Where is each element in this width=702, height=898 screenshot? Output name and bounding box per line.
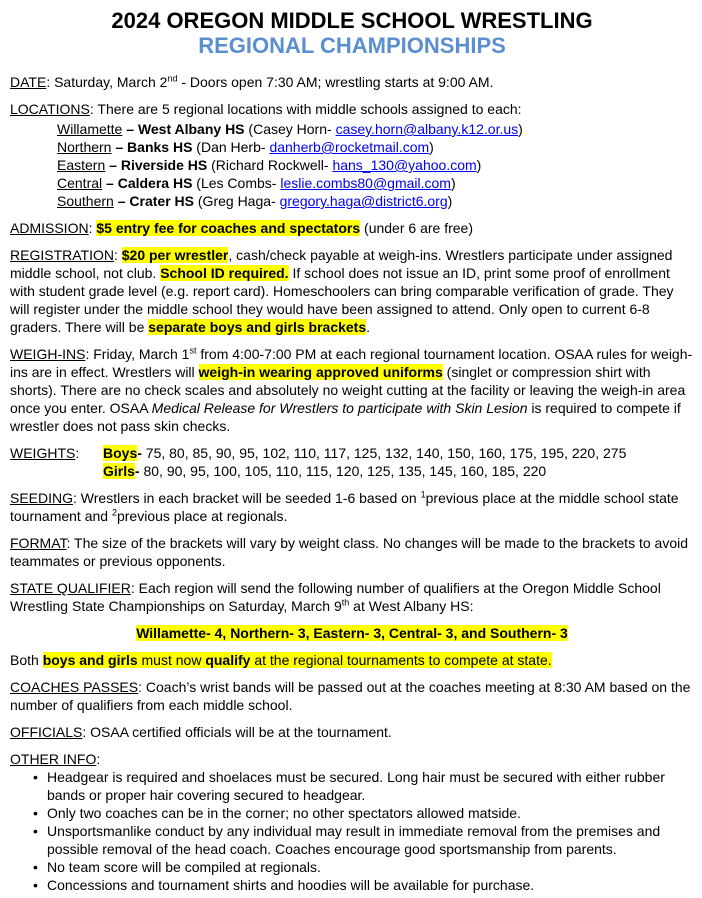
region-dash: – <box>113 193 130 209</box>
state-qualifier-ordinal-superscript: th <box>341 597 350 608</box>
bullet-unsportsmanlike <box>30 822 694 858</box>
location-item-northern <box>57 138 694 156</box>
boys-dash: - <box>137 445 142 461</box>
weighins-label: WEIGH-INS <box>10 346 86 362</box>
registration-text-1: , cash/check payable at weigh-ins. Wrestlers participate under assigned middle school, not club. <box>10 247 673 281</box>
admission-free-note: (under 6 are free) <box>360 220 473 236</box>
date-label: DATE <box>10 74 47 90</box>
qualify-note-middle: must now <box>137 652 206 668</box>
seeding-text-2: previous place at the middle school state tournament and <box>10 490 679 524</box>
section-weighins <box>10 345 694 435</box>
section-seeding <box>10 489 694 525</box>
other-info-bullet-list <box>30 768 694 894</box>
location-item-southern <box>57 192 694 210</box>
format-label: FORMAT <box>10 535 67 551</box>
weighins-text-1: : Friday, March 1 <box>85 346 190 362</box>
bullet-no-team-score <box>30 858 694 876</box>
school-name: Crater HS <box>129 193 194 209</box>
region-dash: – <box>102 175 118 191</box>
section-other-info <box>10 750 694 768</box>
other-info-label: OTHER INFO <box>10 751 97 767</box>
girls-dash: - <box>134 463 140 479</box>
contact-name: (Casey Horn- <box>244 121 336 137</box>
medical-release-italic: Medical Release for Wrestlers to participate with Skin Lesion <box>151 400 528 416</box>
school-name: Riverside HS <box>120 157 208 173</box>
coaches-passes-label: COACHES PASSES <box>10 679 139 695</box>
section-state-qualifier <box>10 579 694 615</box>
region-dash: – <box>105 157 121 173</box>
email-link-northern[interactable]: danherb@rocketmail.com <box>269 139 430 155</box>
bullet-text: Unsportsmanlike conduct by any individual may result in immediate removal from the premises and possible removal of the head coach. Coaches encourage good sportsmanship from parents. <box>47 823 661 857</box>
location-item-central <box>57 174 694 192</box>
locations-label: LOCATIONS <box>10 101 90 117</box>
contact-name: (Dan Herb- <box>192 139 270 155</box>
state-qualifier-text-1: : Each region will send the following number of qualifiers at the Oregon Middle School Wrestling State Championships on Saturday, March 9 <box>10 580 661 614</box>
email-link-willamette[interactable]: casey.horn@albany.k12.or.us <box>335 121 519 137</box>
bullet-text: No team score will be compiled at regionals. <box>47 859 321 875</box>
weights-values-cell <box>103 444 626 480</box>
section-format <box>10 534 694 570</box>
qualify-highlight: qualify <box>205 652 251 668</box>
admission-label: ADMISSION <box>10 220 89 236</box>
weights-label: WEIGHTS <box>10 445 76 461</box>
weighins-text-3: (singlet or compression shirt with shorts). There are no check scales and absolutely no weight cutting at the facility or leaving the weigh-in area once you enter. OSAA <box>10 364 686 416</box>
contact-close: ) <box>518 121 523 137</box>
weighins-ordinal-superscript: st <box>189 345 197 356</box>
admission-fee-highlight: $5 entry fee for coaches and spectators <box>96 220 361 236</box>
registration-label: REGISTRATION <box>10 247 114 263</box>
contact-name: (Greg Haga- <box>194 193 280 209</box>
qualifier-allocation-highlight: Willamette- 4, Northern- 3, Eastern- 3, Central- 3, and Southern- 3 <box>136 625 568 641</box>
girls-weights-row <box>103 462 626 480</box>
school-name: Banks HS <box>127 139 193 155</box>
weighins-text-4: is required to compete if wrestler does not pass skin checks. <box>10 400 681 434</box>
weights-colon: : <box>75 445 80 461</box>
school-id-highlight: School ID required. <box>160 265 289 281</box>
bullet-coaches-corner <box>30 804 694 822</box>
region-name: Eastern <box>57 157 106 173</box>
section-admission <box>10 219 694 237</box>
date-text-cont: - Doors open 7:30 AM; wrestling starts at 9:00 AM. <box>177 74 494 90</box>
seeding-text-3: previous place at regionals. <box>116 508 288 524</box>
date-text: : Saturday, March 2 <box>46 74 168 90</box>
admission-colon: : <box>88 220 97 236</box>
section-locations-intro <box>10 100 694 118</box>
coaches-passes-text: : Coach’s wrist bands will be passed out at the coaches meeting at 8:30 AM based on the number of qualifiers from each middle school. <box>10 679 691 713</box>
state-qualifier-text-2: at West Albany HS: <box>349 598 474 614</box>
girls-weight-classes: 80, 90, 95, 100, 105, 110, 115, 120, 125, 135, 145, 160, 185, 220 <box>139 463 547 479</box>
section-officials <box>10 723 694 741</box>
school-name: Caldera HS <box>117 175 193 191</box>
location-item-eastern <box>57 156 694 174</box>
section-weights <box>10 444 694 480</box>
registration-text-3: . <box>366 319 371 335</box>
uniforms-highlight: weigh-in wearing approved uniforms <box>198 364 443 380</box>
qualify-note-prefix: Both <box>10 652 43 668</box>
page-title: 2024 OREGON MIDDLE SCHOOL WRESTLING <box>111 8 593 33</box>
boys-weight-classes: 75, 80, 85, 90, 95, 102, 110, 117, 125, 132, 140, 150, 160, 175, 195, 220, 275 <box>141 445 627 461</box>
bullet-headgear <box>30 768 694 804</box>
seeding-text-1: : Wrestlers in each bracket will be seeded 1-6 based on <box>73 490 421 506</box>
officials-text: : OSAA certified officials will be at the tournament. <box>82 724 392 740</box>
contact-name: (Richard Rockwell- <box>207 157 333 173</box>
boys-weights-row <box>103 444 626 462</box>
contact-close: ) <box>476 157 482 173</box>
locations-list <box>57 120 694 210</box>
contact-close: ) <box>450 175 456 191</box>
region-name: Willamette <box>57 121 123 137</box>
section-date <box>10 73 694 91</box>
boys-label: Boys <box>103 445 138 461</box>
contact-close: ) <box>429 139 434 155</box>
email-link-southern[interactable]: gregory.haga@district6.org <box>279 193 448 209</box>
other-info-colon: : <box>96 751 101 767</box>
region-name: Southern <box>57 193 114 209</box>
boys-girls-highlight: boys and girls <box>42 652 138 668</box>
email-link-eastern[interactable]: hans_130@yahoo.com <box>332 157 477 173</box>
region-dash: – <box>111 139 128 155</box>
bullet-text: Only two coaches can be in the corner; no other spectators allowed matside. <box>47 805 521 821</box>
seeding-label: SEEDING <box>10 490 74 506</box>
registration-colon: : <box>113 247 122 263</box>
contact-name: (Les Combs- <box>192 175 281 191</box>
officials-label: OFFICIALS <box>10 724 83 740</box>
section-coaches-passes <box>10 678 694 714</box>
page-subtitle: REGIONAL CHAMPIONSHIPS <box>198 33 506 58</box>
bullet-text: Concessions and tournament shirts and hoodies will be available for purchase. <box>47 877 535 893</box>
region-dash: – <box>122 121 138 137</box>
locations-intro-text: : There are 5 regional locations with middle schools assigned to each: <box>89 101 522 117</box>
email-link-central[interactable]: leslie.combs80@gmail.com <box>280 175 451 191</box>
region-name: Northern <box>57 139 112 155</box>
qualify-note-suffix: at the regional tournaments to compete at state. <box>250 652 552 668</box>
state-qualifier-label: STATE QUALIFIER <box>10 580 131 596</box>
registration-text-2: If school does not issue an ID, print some proof of enrollment with student grade level (e.g. report card). Homeschoolers can bring comparable verification of grade. They will register under the middle school they would have been assigned to attend. Only open to current 6-8 graders. There will be <box>10 265 674 335</box>
qualifier-allocation-line <box>10 624 694 642</box>
bullet-text: Headgear is required and shoelaces must be secured. Long hair must be secured with either rubber bands or proper hair covering secured to headgear. <box>47 769 665 803</box>
contact-close: ) <box>447 193 453 209</box>
section-registration <box>10 246 694 336</box>
seeding-superscript-2: 2 <box>111 507 117 518</box>
registration-fee-highlight: $20 per wrestler <box>121 247 229 263</box>
format-text: : The size of the brackets will vary by weight class. No changes will be made to the brackets to avoid teammates or previous opponents. <box>10 535 688 569</box>
date-ordinal-superscript: nd <box>167 73 178 84</box>
school-name: West Albany HS <box>137 121 245 137</box>
bullet-concessions <box>30 876 694 894</box>
brackets-highlight: separate boys and girls brackets <box>148 319 367 335</box>
girls-label: Girls <box>103 463 135 479</box>
seeding-superscript-1: 1 <box>420 489 426 500</box>
region-name: Central <box>57 175 103 191</box>
weights-label-cell <box>10 444 103 480</box>
weighins-text-2: from 4:00-7:00 PM at each regional tournament location. OSAA rules for weigh-ins are in effect. Wrestlers will <box>10 346 693 380</box>
qualify-note-line <box>10 651 694 669</box>
location-item-willamette <box>57 120 694 138</box>
